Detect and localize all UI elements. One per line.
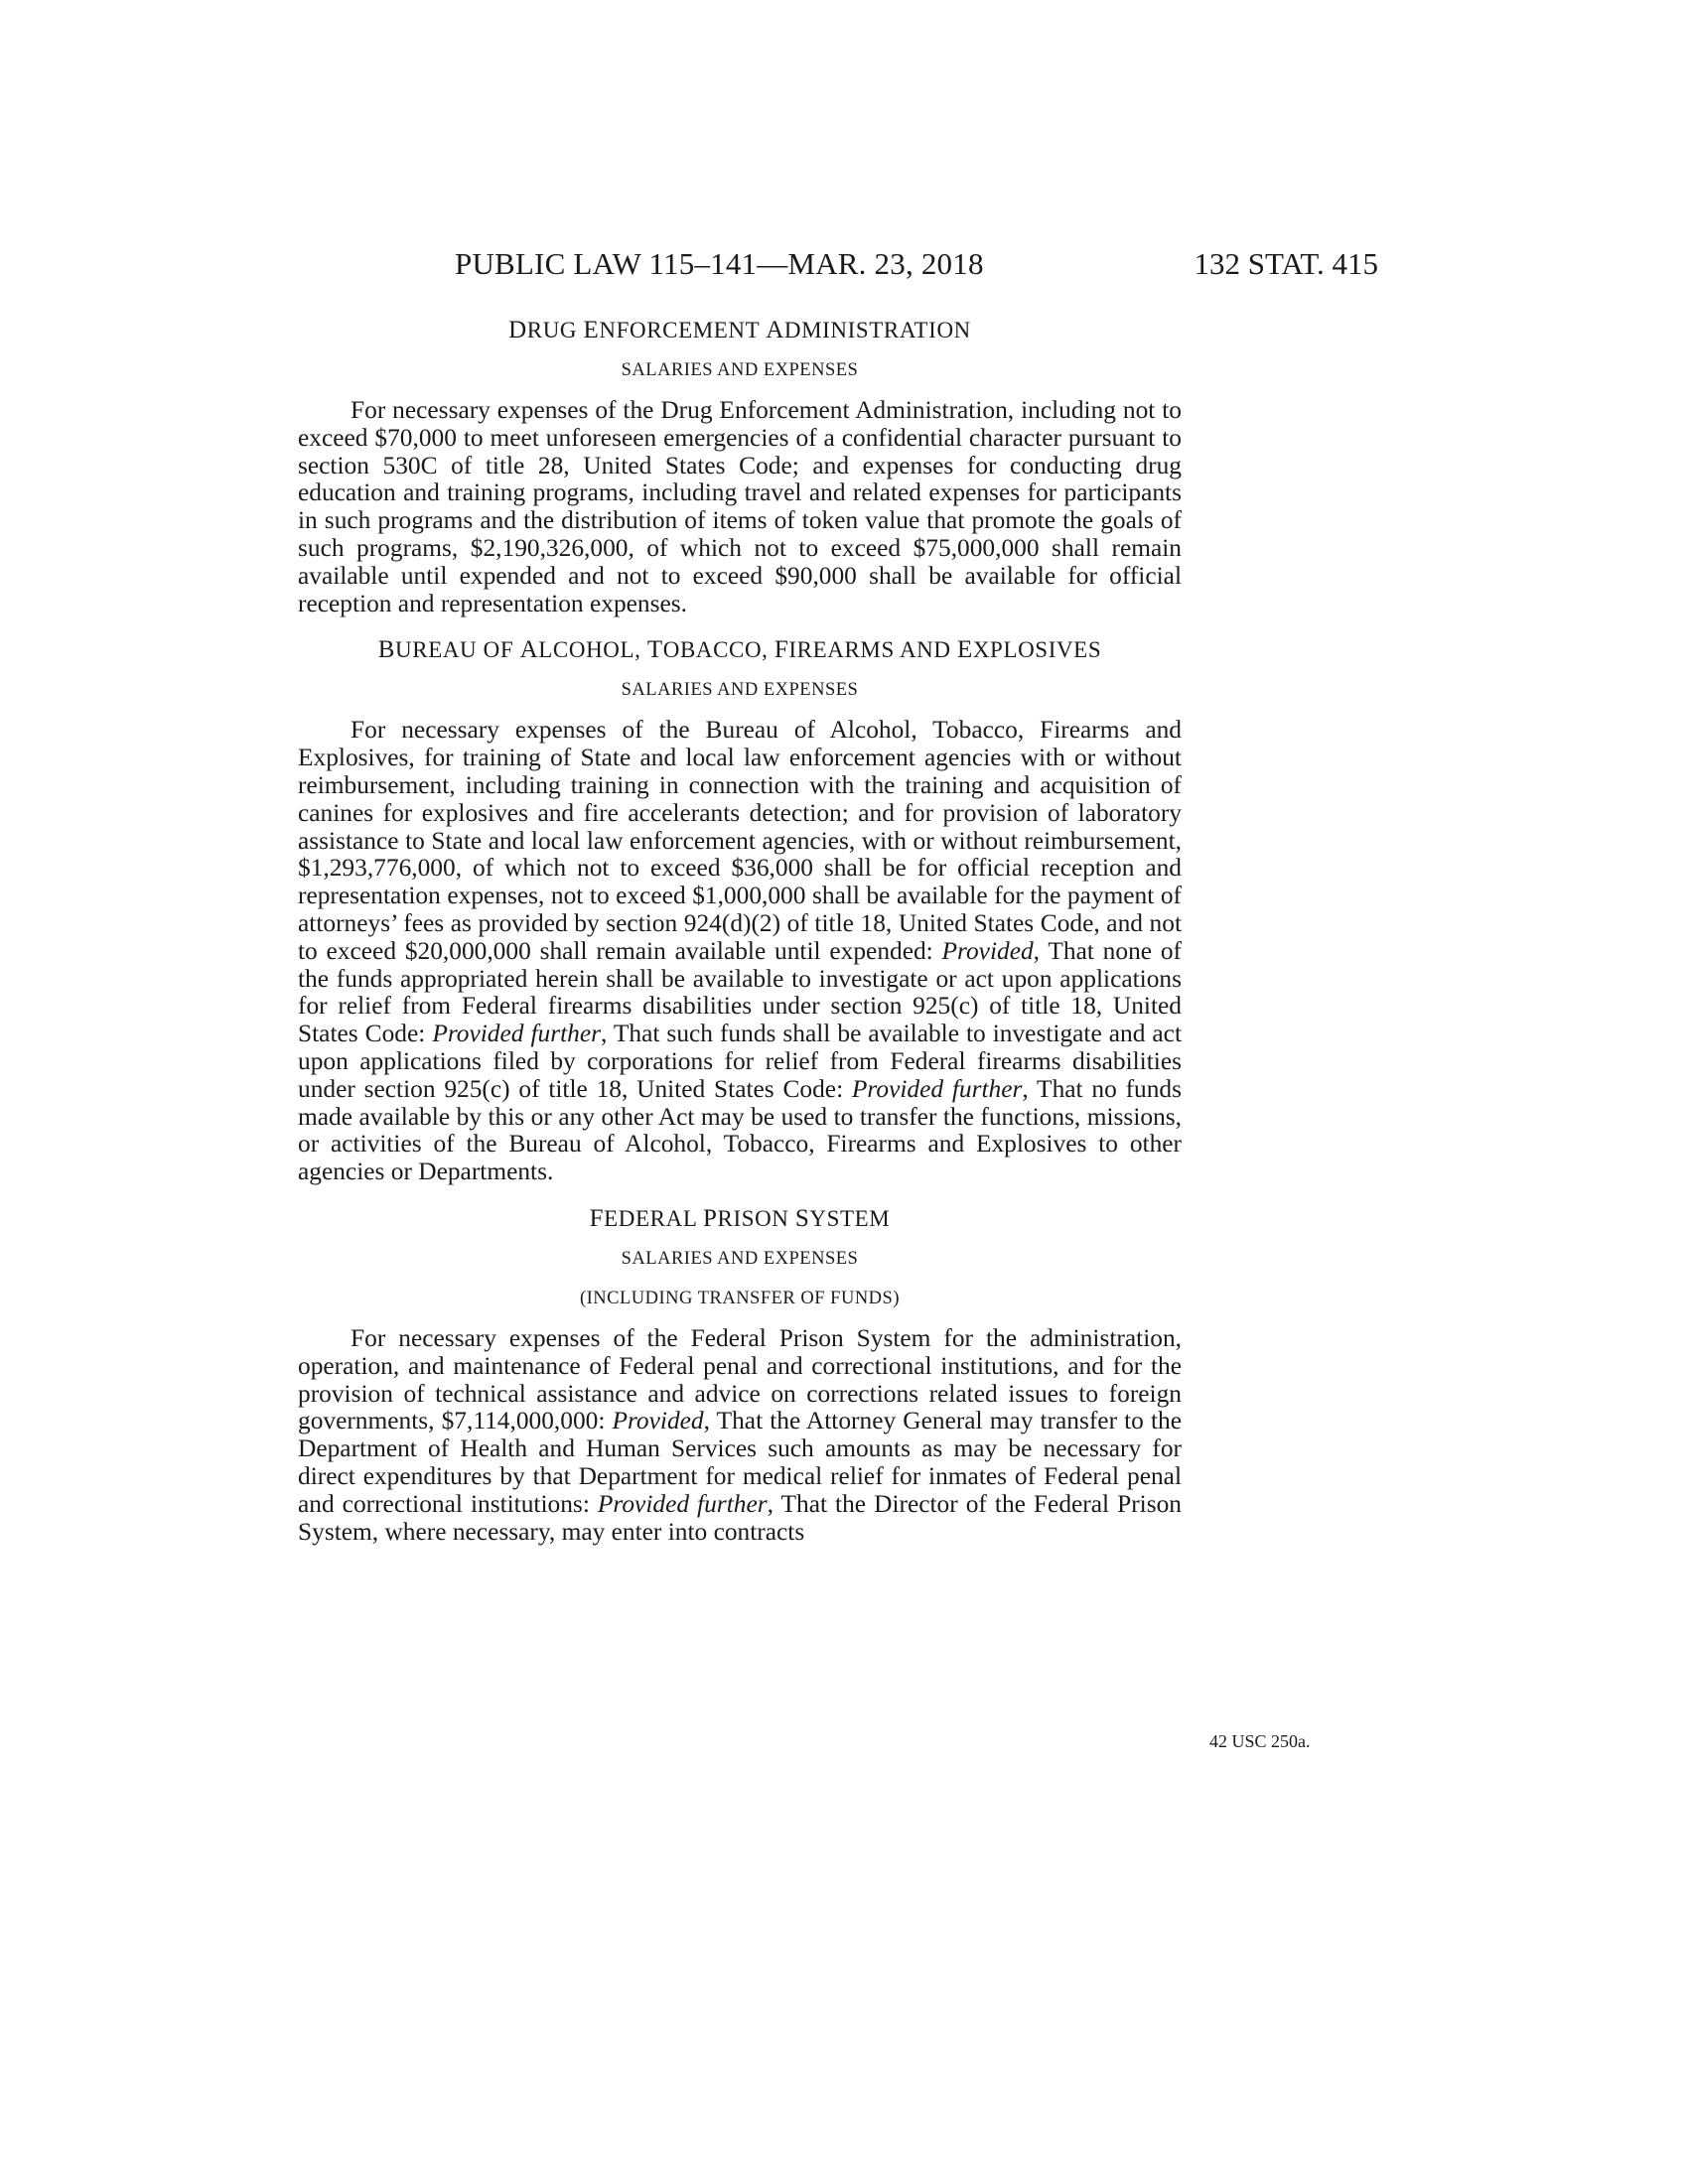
paragraph-text-run: For necessary expenses of the Bureau of Alcohol, Tobacco, Firearms and Explosives, for training of State and local law enforcement agencies with or without reimbursement, including training in connection with the training and acquisition of canines for explosives and fire accelerants detection; and for provision of laboratory assistance to State and local law enforcement agencies, with or without reimbursement, $1,293,776,000, of which not to exceed $36,000 shall be for official reception and representation expenses, not to exceed $1,000,000 shall be available for the payment of attorneys’ fees as provided by section 924(d)(2) of title 18, United States Code, and not to exceed $20,000,000 shall remain available until expended: xyxy=(298,716,1182,965)
paragraph-text-run: , That the Attorney General may transfer to the Department of Health and Human Services such amounts as may be necessary for direct expenditures by that Department for medical relief for inmates of Federal penal and correctional institutions: xyxy=(298,1407,1182,1518)
paragraph-text-run: , That none of the funds appropriated herein shall be available to investigate or act upon applications for relief from Federal firearms disabilities under section 925(c) of title 18, United States Code: xyxy=(298,936,1182,1048)
section-atf xyxy=(298,635,1182,1186)
paragraph-text-run: For necessary expenses of the Drug Enforcement Administration, including not to exceed $70,000 to meet unforeseen emergencies of a confidential character pursuant to section 530C of title 28, United States Code; and expenses for conducting drug education and training programs, including travel and related expenses for participants in such programs and the distribution of items of token value that promote the goals of such programs, $2,190,326,000, of which not to exceed $75,000,000 shall remain available until expended and not to exceed $90,000 shall be available for official reception and representation expenses. xyxy=(298,396,1182,617)
proviso-text: Provided xyxy=(941,936,1034,965)
agency-heading: DRUG ENFORCEMENT ADMINISTRATION xyxy=(508,317,971,343)
proviso-text: Provided xyxy=(612,1407,704,1435)
subheading: SALARIES AND EXPENSES xyxy=(621,360,859,380)
paragraph-text-run: , That such funds shall be available to investigate and act upon applications filed by corporations for relief from Federal firearms disabilities under section 925(c) of title 18, United States Code: xyxy=(298,1020,1183,1103)
subheading: SALARIES AND EXPENSES xyxy=(621,680,859,701)
appropriation-paragraph xyxy=(298,1325,1182,1546)
section-federal-prison-system xyxy=(298,1204,1182,1546)
section-dea xyxy=(298,316,1182,617)
public-law-title: PUBLIC LAW 115–141—MAR. 23, 2018 xyxy=(455,246,984,281)
appropriation-paragraph xyxy=(298,717,1182,1186)
statute-page-number: 132 STAT. 415 xyxy=(1194,246,1378,281)
margin-citation: 42 USC 250a. xyxy=(1209,1731,1311,1751)
subheading-transfer: (INCLUDING TRANSFER OF FUNDS) xyxy=(579,1288,900,1308)
paragraph-text-run: , That no funds made available by this or any other Act may be used to transfer the functions, missions, or activities of the Bureau of Alcohol, Tobacco, Firearms and Explosives to other agencies or Departments. xyxy=(298,1074,1182,1186)
page-header xyxy=(455,246,1378,290)
proviso-text: Provided further xyxy=(597,1489,768,1518)
paragraph-text-run: For necessary expenses of the Federal Prison System for the administration, operation, and maintenance of Federal penal and correctional institutions, and for the provision of technical assistance and advice on corrections related issues to foreign governments, $7,114,000,000: xyxy=(298,1323,1182,1435)
appropriation-paragraph xyxy=(298,397,1182,617)
proviso-text: Provided further xyxy=(432,1020,601,1048)
proviso-text: Provided further xyxy=(851,1074,1023,1103)
agency-heading: BUREAU OF ALCOHOL, TOBACCO, FIREARMS AND EXPLOSIVES xyxy=(377,636,1102,664)
document-body xyxy=(298,316,1182,1564)
subheading: SALARIES AND EXPENSES xyxy=(621,1248,859,1269)
paragraph-text-run: , That the Director of the Federal Prison System, where necessary, may enter into contracts xyxy=(298,1489,1182,1546)
agency-heading: FEDERAL PRISON SYSTEM xyxy=(589,1204,891,1232)
